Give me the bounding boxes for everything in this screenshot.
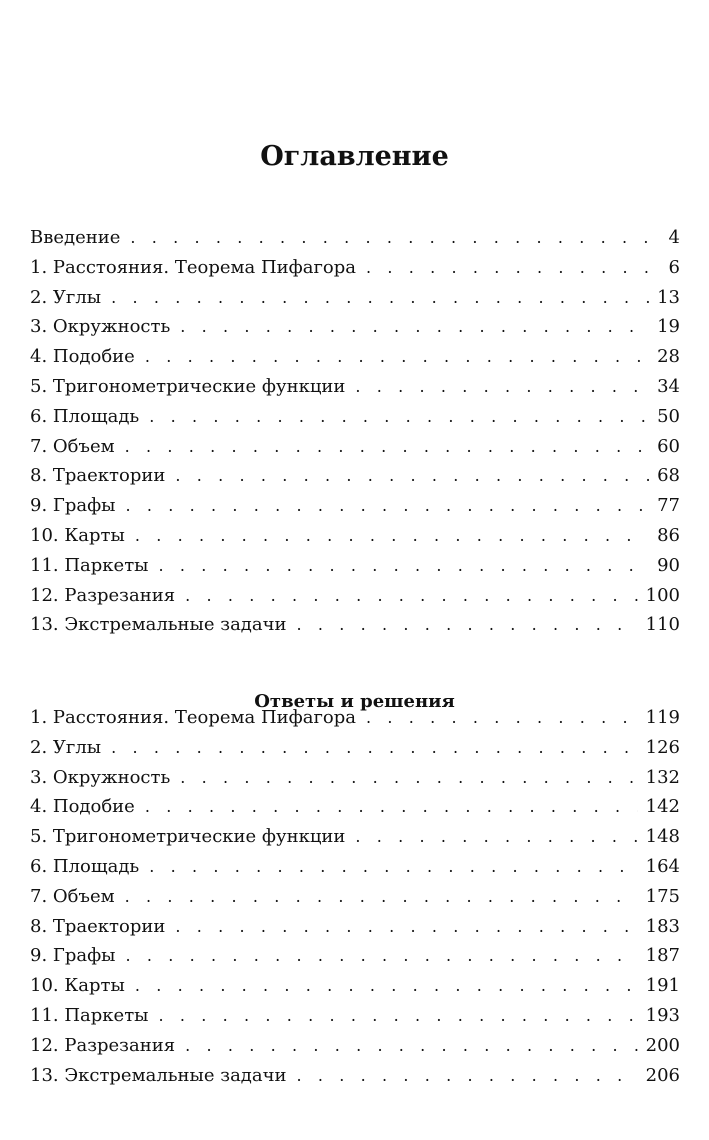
toc-entry-page: 19: [657, 316, 680, 338]
toc-entry-page: 13: [657, 286, 680, 308]
toc-entry-label: 6. Площадь: [30, 405, 140, 427]
dot-leader: [111, 283, 649, 313]
answers-entry-page: 175: [645, 885, 680, 907]
answers-entry-page: 187: [645, 945, 680, 967]
dot-leader: [175, 912, 637, 942]
answers-entry-label: 4. Подобие: [30, 796, 135, 818]
toc-entry-label: 11. Паркеты: [30, 554, 149, 576]
dot-leader: [185, 1031, 638, 1061]
dot-leader: [111, 733, 638, 763]
answers-entry[interactable]: [30, 822, 680, 852]
toc-entry-page: 4: [668, 227, 680, 248]
dot-leader: [180, 763, 637, 793]
toc-entry-page: 28: [657, 346, 680, 368]
toc-entry[interactable]: [30, 283, 680, 313]
dot-leader: [145, 792, 638, 822]
toc-entry[interactable]: [30, 402, 680, 432]
answers-entry-page: 148: [645, 826, 680, 848]
dot-leader: [149, 852, 637, 882]
answers-heading: Ответы и решения: [254, 690, 455, 712]
toc-entry-label: 2. Углы: [30, 286, 102, 308]
dot-leader: [185, 581, 638, 611]
answers-entry[interactable]: [30, 733, 680, 763]
toc-entry[interactable]: [30, 253, 680, 283]
answers-entry-label: 10. Карты: [30, 975, 125, 997]
answers-entry-page: 164: [645, 855, 680, 877]
dot-leader: [355, 822, 637, 852]
answers-entry[interactable]: [30, 971, 680, 1001]
toc-entry[interactable]: [30, 312, 680, 342]
toc-entry[interactable]: [30, 223, 680, 253]
dot-leader: [175, 461, 649, 491]
toc-entry-label: 13. Экстремальные задачи: [30, 614, 287, 636]
toc-entry-page: 86: [657, 524, 680, 546]
toc-entry[interactable]: [30, 581, 680, 611]
answers-entry[interactable]: [30, 763, 680, 793]
answers-entry[interactable]: [30, 792, 680, 822]
answers-entry-page: 119: [645, 707, 680, 728]
answers-entry-label: 6. Площадь: [30, 855, 140, 877]
table-of-contents: [30, 223, 680, 640]
answers-entry-page: 126: [645, 736, 680, 758]
toc-entry[interactable]: [30, 461, 680, 491]
answers-entry[interactable]: [30, 1001, 680, 1031]
answers-entry[interactable]: [30, 1061, 680, 1091]
dot-leader: [125, 491, 649, 521]
dot-leader: [125, 941, 637, 971]
toc-entry-page: 68: [657, 465, 680, 487]
dot-leader: [355, 372, 649, 402]
answers-entry[interactable]: [30, 882, 680, 912]
answers-entry[interactable]: [30, 703, 680, 733]
answers-entry-page: 200: [645, 1034, 680, 1056]
dot-leader: [159, 551, 650, 581]
dot-leader: [130, 223, 652, 253]
dot-leader: [297, 610, 638, 640]
answers-entry[interactable]: [30, 852, 680, 882]
toc-entry-page: 110: [645, 614, 680, 636]
answers-entry-page: 132: [645, 766, 680, 788]
answers-entry-label: 8. Траектории: [30, 915, 166, 937]
answers-entry[interactable]: [30, 1031, 680, 1061]
toc-entry-label: 3. Окружность: [30, 316, 171, 338]
answers-entry-label: 12. Разрезания: [30, 1034, 176, 1056]
toc-entry-label: 7. Объем: [30, 435, 115, 457]
answers-entry-page: 183: [645, 915, 680, 937]
toc-entry[interactable]: [30, 610, 680, 640]
dot-leader: [135, 971, 638, 1001]
toc-entry[interactable]: [30, 491, 680, 521]
answers-entry-label: 3. Окружность: [30, 766, 171, 788]
answers-entry-page: 191: [645, 975, 680, 997]
dot-leader: [366, 703, 638, 733]
dot-leader: [180, 312, 649, 342]
toc-entry[interactable]: [30, 372, 680, 402]
page-title: Оглавление: [260, 141, 449, 173]
toc-entry-label: 1. Расстояния. Теорема Пифагора: [30, 256, 357, 278]
toc-entry[interactable]: [30, 521, 680, 551]
toc-entry-page: 100: [645, 584, 680, 606]
toc-entry-label: 4. Подобие: [30, 346, 135, 368]
answers-entry[interactable]: [30, 941, 680, 971]
toc-entry-label: 9. Графы: [30, 495, 116, 517]
toc-entry-page: 60: [657, 435, 680, 457]
toc-entry-label: 5. Тригонометрические функции: [30, 375, 346, 397]
answers-entry-label: 9. Графы: [30, 945, 116, 967]
toc-entry-label: 8. Траектории: [30, 465, 166, 487]
toc-entry-page: 90: [657, 554, 680, 576]
toc-entry-label: Введение: [30, 227, 121, 248]
answers-entry[interactable]: [30, 912, 680, 942]
toc-entry-page: 6: [668, 256, 680, 278]
answers-table-of-contents: [30, 703, 680, 1090]
dot-leader: [366, 253, 652, 283]
answers-entry-page: 193: [645, 1004, 680, 1026]
dot-leader: [145, 342, 649, 372]
answers-entry-label: 13. Экстремальные задачи: [30, 1064, 287, 1086]
toc-entry[interactable]: [30, 342, 680, 372]
toc-entry-page: 77: [657, 495, 680, 517]
answers-entry-label: 1. Расстояния. Теорема Пифагора: [30, 707, 357, 728]
toc-entry[interactable]: [30, 551, 680, 581]
dot-leader: [125, 432, 649, 462]
toc-entry-label: 12. Разрезания: [30, 584, 176, 606]
dot-leader: [159, 1001, 638, 1031]
answers-entry-label: 5. Тригонометрические функции: [30, 826, 346, 848]
answers-entry-page: 206: [645, 1064, 680, 1086]
answers-entry-label: 7. Объем: [30, 885, 115, 907]
dot-leader: [149, 402, 649, 432]
toc-entry-label: 10. Карты: [30, 524, 125, 546]
dot-leader: [135, 521, 649, 551]
toc-entry-page: 34: [657, 375, 680, 397]
dot-leader: [297, 1061, 638, 1091]
answers-entry-label: 11. Паркеты: [30, 1004, 149, 1026]
answers-entry-label: 2. Углы: [30, 736, 102, 758]
answers-entry-page: 142: [645, 796, 680, 818]
toc-entry[interactable]: [30, 432, 680, 462]
toc-entry-page: 50: [657, 405, 680, 427]
dot-leader: [125, 882, 638, 912]
